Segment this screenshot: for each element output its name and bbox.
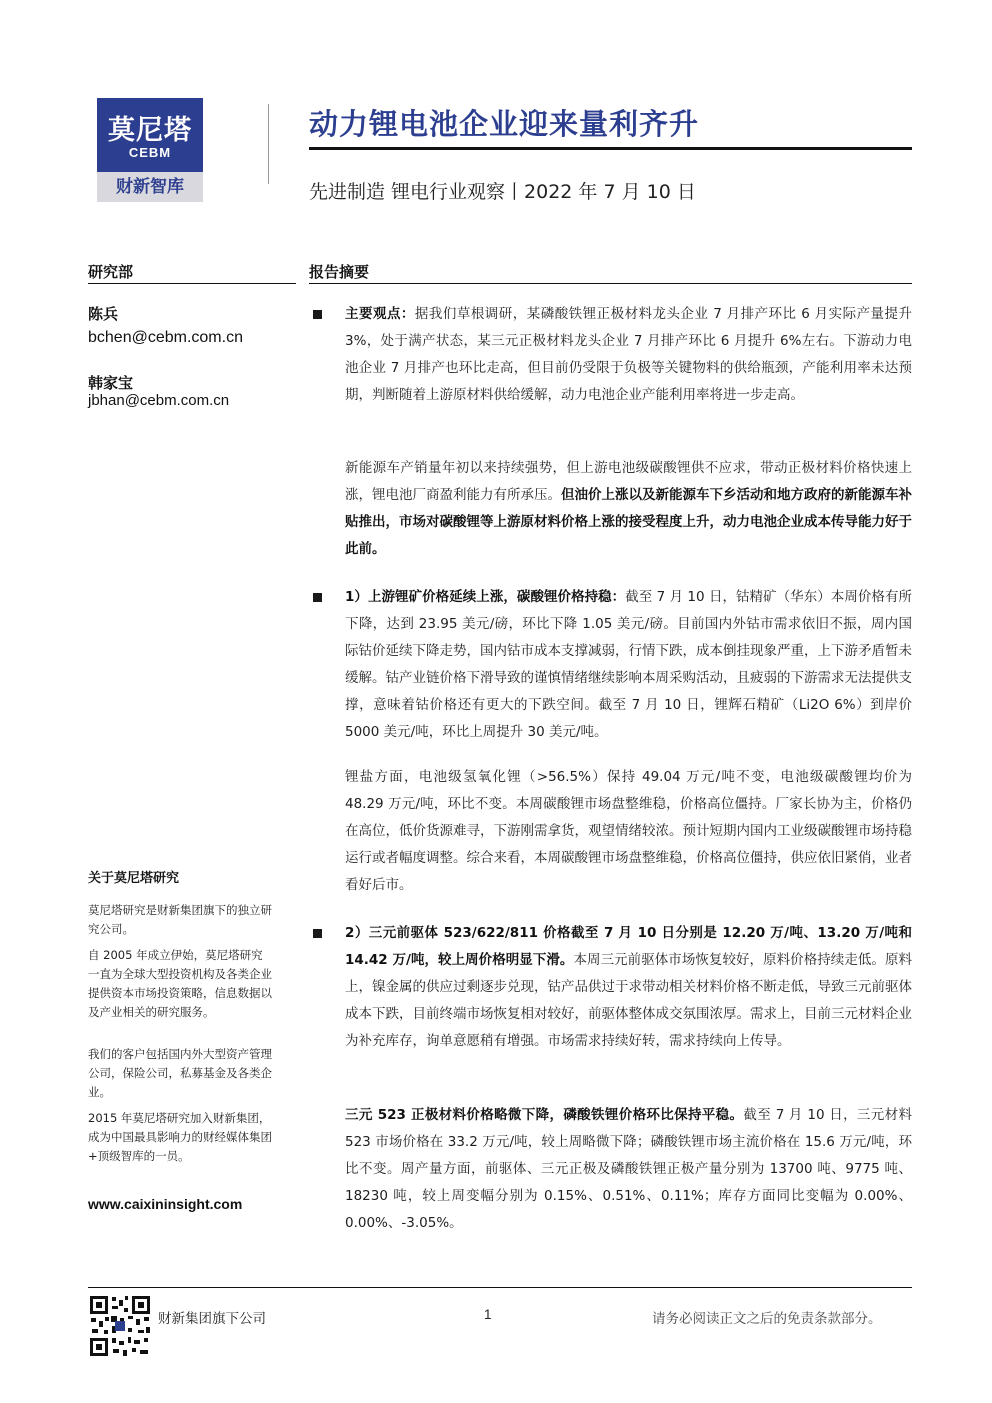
about-paragraph: 2015 年莫尼塔研究加入财新集团，成为中国最具影响力的财经媒体集团+顶级智库的一员。 bbox=[88, 1111, 272, 1163]
summary-heading: 报告摘要 bbox=[309, 263, 370, 281]
logo-chinese-text: 莫尼塔 bbox=[108, 115, 192, 146]
sidebar-heading: 研究部 bbox=[88, 263, 134, 281]
logo-sub-text: 财新智库 bbox=[97, 172, 203, 202]
paragraph bbox=[345, 455, 912, 563]
summary-heading-rule bbox=[309, 283, 912, 284]
paragraph-bold: 但油价上涨以及新能源车下乡活动和地方政府的新能源车补贴推出，市场对碳酸锂等上游原材料价格上涨的接受程度上升，动力电池企业成本传导能力好于此前。 bbox=[345, 487, 912, 557]
precursor-text: 本周三元前驱体市场恢复较好，原料价格持续走低。原料上，镍金属的供应过剩逐步兑现，钴产品供过于求带动相关材料价格不断走低，导致三元前驱体成本下跌，目前终端市场恢复相对较好，前驱体整体成交氛围浓厚。需求上，目前三元材料企业为补充库存，询单意愿稍有增强。市场需求持续好转，需求持续向上传导。 bbox=[345, 952, 913, 1049]
precursor-label: 2）三元前驱体 523/622/811 价格截至 7 月 10 日分别是 12.20 万/吨、13.20 万/吨和 14.42 万/吨，较上周价格明显下滑。 bbox=[345, 925, 912, 968]
bullet-square bbox=[313, 593, 322, 602]
upstream-text: 截至 7 月 10 日，钴精矿（华东）本周价格有所下降，达到 23.95 美元/磅，环比下降 1.05 美元/磅。目前国内外钴市需求依旧不振，周内国际钴价延续下降走势，国内钴市成本支撑减弱，行情下跌，成本倒挂现象严重，上下游矛盾暂未缓解。钴产业链价格下滑导致的谨慎情绪继续影响本周采购活动，且疲弱的下游需求无法提供支撑，意味着钴价格还有更大的下跌空间。截至 7 月 10 日，锂辉石精矿（Li2O 6%）到岸价 5000 美元/吨，环比上周提升 30 美元/吨。 bbox=[345, 589, 912, 740]
cathode-label: 三元 523 正极材料价格略微下降，磷酸铁锂价格环比保持平稳。 bbox=[345, 1107, 744, 1123]
about-title: 关于莫尼塔研究 bbox=[88, 871, 180, 886]
page-number: 1 bbox=[484, 1307, 492, 1322]
footer-disclaimer: 请务必阅读正文之后的免责条款部分。 bbox=[652, 1311, 882, 1327]
author-email[interactable]: bchen@cebm.com.cn bbox=[88, 329, 243, 346]
precursor-paragraph bbox=[345, 920, 912, 1055]
bullet-square bbox=[313, 310, 322, 319]
footer-company: 财新集团旗下公司 bbox=[158, 1311, 266, 1327]
footer-rule bbox=[88, 1287, 912, 1288]
author-email[interactable]: jbhan@cebm.com.cn bbox=[88, 392, 230, 409]
lithium-salt-paragraph bbox=[345, 764, 912, 899]
sidebar-heading-rule bbox=[88, 283, 296, 284]
bullet-square bbox=[313, 929, 322, 938]
cebm-logo bbox=[97, 98, 203, 202]
key-view-label: 主要观点： bbox=[345, 306, 415, 322]
logo-top-block bbox=[97, 98, 203, 172]
qr-code-icon bbox=[88, 1294, 152, 1358]
author-name: 陈兵 bbox=[88, 305, 119, 323]
cathode-text: 截至 7 月 10 日，三元材料 523 市场价格在 33.2 万元/吨，较上周略微下降；磷酸铁锂市场主流价格在 15.6 万元/吨，环比不变。周产量方面，前驱体、三元正极及磷酸铁锂正极产量分别为 13700 吨、9775 吨、18230 吨，较上周变幅分别为 0.15%、0.51%、0.11%；库存方面同比变幅为 0.00%、0.00%、-3.05%。 bbox=[345, 1107, 912, 1231]
key-view-text: 据我们草根调研，某磷酸铁锂正极材料龙头企业 7 月排产环比 6 月实际产量提升 3%，处于满产状态，某三元正极材料龙头企业 7 月排产环比 6 月提升 6%左右。下游动力电池企业 7 月排产也环比走高，但目前仍受限于负极等关键物料的供给瓶颈，产能利用率未达预期，判断随着上游原材料供给缓解，动力电池企业产能利用率将进一步走高。 bbox=[345, 306, 913, 403]
website-link[interactable]: www.caixininsight.com bbox=[88, 1196, 243, 1212]
logo-english-text: CEBM bbox=[128, 145, 172, 160]
title-rule bbox=[309, 147, 912, 150]
report-title: 动力锂电池企业迎来量利齐升 bbox=[309, 107, 700, 141]
cathode-paragraph bbox=[345, 1102, 912, 1237]
lithium-salt-text: 锂盐方面，电池级氢氧化锂（>56.5%）保持 49.04 万元/吨不变，电池级碳酸锂均价为 48.29 万元/吨，环比不变。本周碳酸锂市场盘整维稳，价格高位僵持。厂家长协为主，价格仍在高位，低价货源难寻，下游刚需拿货，观望情绪较浓。预计短期内国内工业级碳酸锂市场持稳运行或者幅度调整。综合来看，本周碳酸锂市场盘整维稳，价格高位僵持，供应依旧紧俏，业者看好后市。 bbox=[345, 769, 912, 893]
about-paragraph: 自 2005 年成立伊始，莫尼塔研究一直为全球大型投资机构及各类企业提供资本市场投资策略，信息数据以及产业相关的研究服务。 bbox=[88, 948, 272, 1019]
upstream-paragraph bbox=[345, 584, 912, 746]
key-view-paragraph bbox=[345, 301, 912, 409]
author-name: 韩家宝 bbox=[88, 374, 134, 392]
report-subtitle: 先进制造 锂电行业观察丨2022 年 7 月 10 日 bbox=[309, 181, 696, 203]
header-vertical-divider bbox=[268, 104, 269, 184]
about-paragraph: 莫尼塔研究是财新集团旗下的独立研究公司。 bbox=[88, 903, 272, 936]
upstream-label: 1）上游锂矿价格延续上涨，碳酸锂价格持稳： bbox=[345, 589, 626, 605]
paragraph-text: 新能源车产销量年初以来持续强势，但上游电池级碳酸锂供不应求，带动正极材料价格快速上涨，锂电池厂商盈利能力有所承压。 bbox=[345, 460, 912, 503]
about-paragraph: 我们的客户包括国内外大型资产管理公司，保险公司，私募基金及各类企业。 bbox=[88, 1047, 272, 1099]
